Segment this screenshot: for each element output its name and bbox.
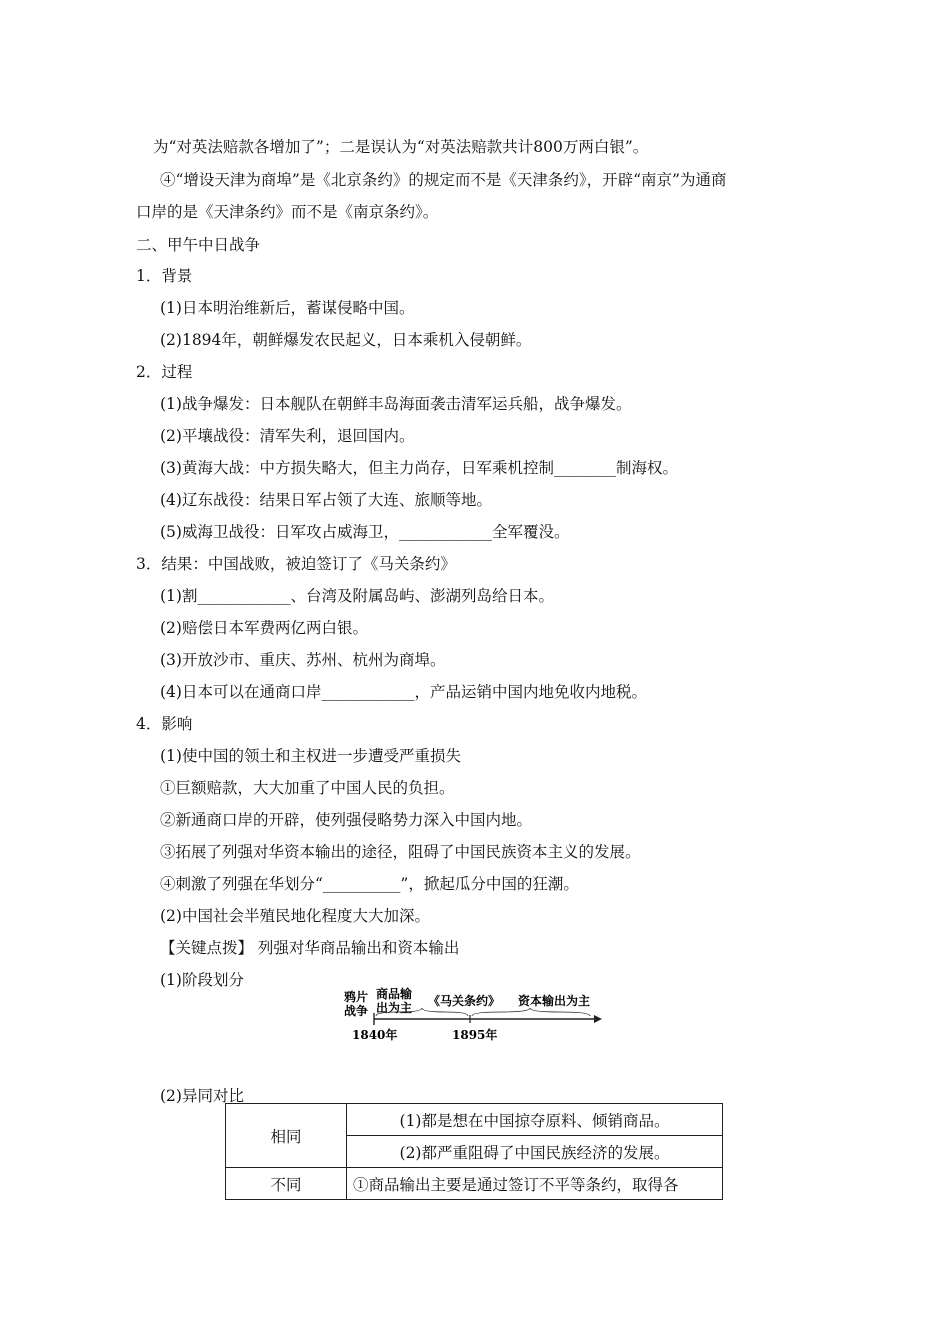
line-l23: ③拓展了列强对华资本输出的途径，阻碍了中国民族资本主义的发展。	[160, 843, 641, 861]
table-row	[226, 1104, 723, 1136]
subheading-result: 3．结果：中国战败，被迫签订了《马关条约》	[136, 555, 456, 573]
timeline-year-1895: 1895年	[452, 1028, 498, 1042]
line-l06: (1)日本明治维新后，蓄谋侵略中国。	[160, 299, 415, 317]
line-l10: (2)平壤战役：清军失利，退回国内。	[160, 427, 415, 445]
line-l21: ①巨额赔款，大大加重了中国人民的负担。	[160, 779, 455, 797]
line-l15: (1)割____________、台湾及附属岛屿、澎湖列岛给日本。	[160, 587, 554, 605]
section-heading: 二、甲午中日战争	[136, 236, 261, 254]
line-l02: ④“增设天津为商埠”是《北京条约》的规定而不是《天津条约》，开辟“南京”为通商	[160, 171, 727, 189]
cell-same-2: (2)都严重阻碍了中国民族经济的发展。	[347, 1136, 723, 1168]
stage-timeline-diagram	[340, 985, 610, 1043]
line-l11: (3)黄海大战：中方损失略大，但主力尚存，日军乘机控制________制海权。	[160, 459, 678, 477]
line-l17: (3)开放沙市、重庆、苏州、杭州为商埠。	[160, 651, 446, 669]
line-l01: 为“对英法赔款各增加了”；二是误认为“对英法赔款共计800万两白银”。	[153, 138, 649, 156]
timeline-brace-capital	[472, 1008, 590, 1016]
timeline-label-opium-war-2: 战争	[344, 1004, 369, 1018]
row-header-diff: 不同	[226, 1168, 347, 1200]
line-l28: (2)异同对比	[160, 1087, 244, 1105]
timeline-label-opium-war-1: 鸦片	[344, 990, 369, 1004]
comparison-table	[225, 1103, 723, 1200]
line-l12: (4)辽东战役：结果日军占领了大连、旅顺等地。	[160, 491, 492, 509]
line-l25: (2)中国社会半殖民地化程度大大加深。	[160, 907, 430, 925]
line-l18: (4)日本可以在通商口岸____________，产品运销中国内地免收内地税。	[160, 683, 647, 701]
timeline-label-goods-2: 出为主	[376, 1001, 413, 1015]
row-header-same: 相同	[226, 1104, 347, 1168]
key-point-heading: 【关键点拨】 列强对华商品输出和资本输出	[160, 939, 460, 957]
cell-diff-1: ①商品输出主要是通过签订不平等条约，取得各	[347, 1168, 723, 1200]
cell-same-1: (1)都是想在中国掠夺原料、倾销商品。	[347, 1104, 723, 1136]
timeline-arrow-icon	[594, 1015, 602, 1023]
table-row	[226, 1168, 723, 1200]
subheading-process: 2．过程	[136, 363, 193, 381]
line-l03: 口岸的是《天津条约》而不是《南京条约》。	[136, 203, 439, 221]
subheading-background: 1．背景	[136, 267, 193, 285]
timeline-label-treaty: 《马关条约》	[428, 994, 501, 1008]
timeline-year-1840: 1840年	[352, 1028, 398, 1042]
line-l16: (2)赔偿日本军费两亿两白银。	[160, 619, 368, 637]
timeline-label-goods-1: 商品输	[376, 987, 413, 1001]
line-l27: (1)阶段划分	[160, 971, 244, 989]
line-l20: (1)使中国的领土和主权进一步遭受严重损失	[160, 747, 461, 765]
line-l09: (1)战争爆发：日本舰队在朝鲜丰岛海面袭击清军运兵船，战争爆发。	[160, 395, 632, 413]
subheading-impact: 4．影响	[136, 715, 193, 733]
timeline-label-capital: 资本输出为主	[518, 994, 591, 1008]
line-l07: (2)1894年，朝鲜爆发农民起义，日本乘机入侵朝鲜。	[160, 331, 532, 349]
line-l13: (5)威海卫战役：日军攻占威海卫，____________全军覆没。	[160, 523, 570, 541]
line-l24: ④刺激了列强在华划分“__________”，掀起瓜分中国的狂潮。	[160, 875, 579, 893]
line-l22: ②新通商口岸的开辟，使列强侵略势力深入中国内地。	[160, 811, 533, 829]
